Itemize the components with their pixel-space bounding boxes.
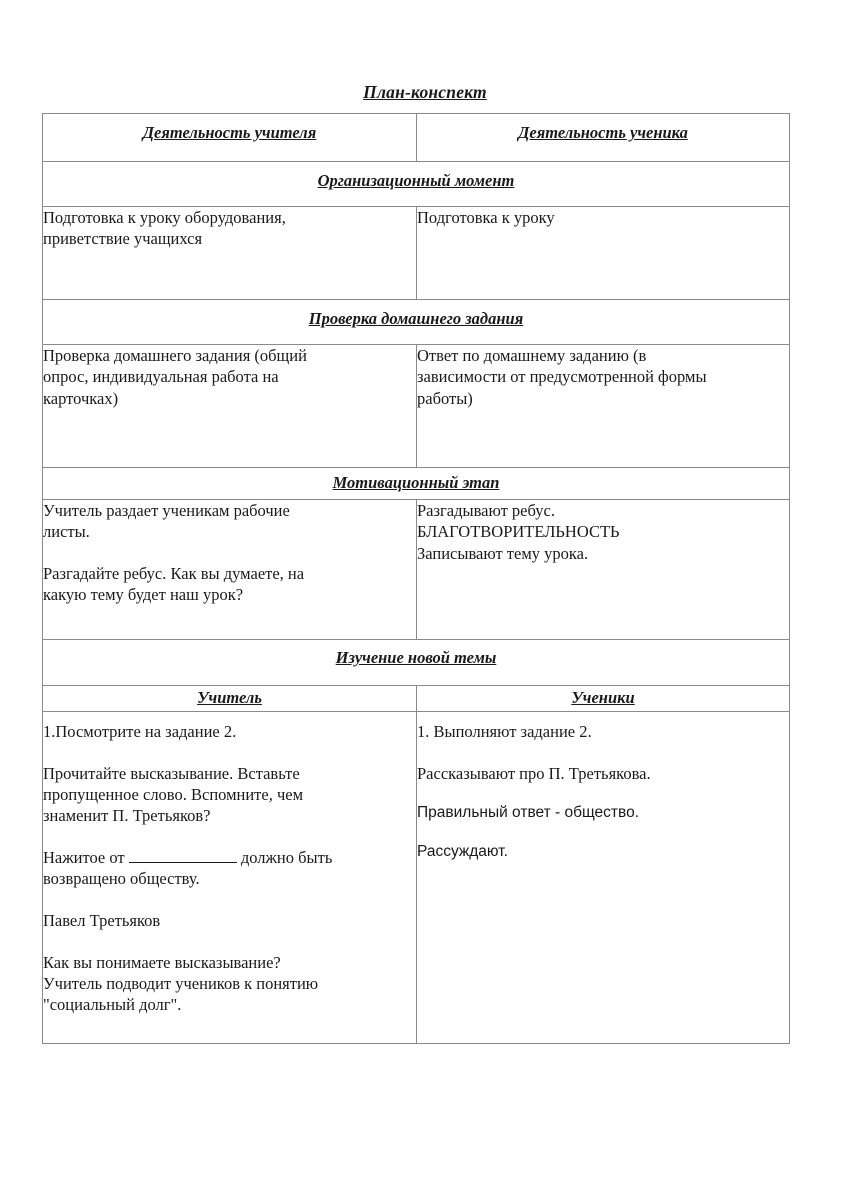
- section-band-organizational-label: Организационный момент: [317, 171, 515, 190]
- text-line: БЛАГОТВОРИТЕЛЬНОСТЬ: [417, 522, 620, 542]
- text-line: Рассуждают.: [417, 842, 508, 860]
- column-header-teacher-activity: [43, 114, 417, 162]
- text-line: Учитель раздает ученикам рабочие: [43, 501, 290, 520]
- lesson-plan-table: [42, 113, 790, 1044]
- text-line: карточках): [43, 388, 119, 408]
- section-band-new-topic-label: Изучение новой темы: [335, 648, 497, 667]
- text-line: опрос, индивидуальная работа на: [43, 367, 279, 387]
- content-row-homework: [43, 345, 790, 468]
- subheader-row: [43, 686, 790, 712]
- text-line: какую тему будет наш урок?: [43, 585, 244, 605]
- column-header-teacher-activity-label: Деятельность учителя: [142, 123, 317, 142]
- text-line: Учитель подводит учеников к понятию: [43, 974, 319, 993]
- text-line: Подготовка к уроку: [417, 208, 555, 227]
- text-line: Проверка домашнего задания (общий: [43, 346, 307, 365]
- text-line: Ответ по домашнему заданию (в: [417, 346, 647, 365]
- subheader-students: [417, 686, 790, 712]
- blank-underline: [129, 862, 237, 863]
- section-band-row-new-topic: [43, 640, 790, 686]
- quote-attribution: Павел Третьяков: [43, 911, 161, 930]
- section-band-motivation-label: Мотивационный этап: [332, 473, 500, 492]
- cell-teacher-new-topic: [43, 712, 417, 1044]
- section-band-organizational: [43, 162, 790, 207]
- cell-student-new-topic: [417, 712, 790, 1044]
- text-line: Разгадывают ребус.: [417, 501, 555, 520]
- text-line: Как вы понимаете высказывание?: [43, 952, 281, 972]
- subheader-teacher: [43, 686, 417, 712]
- text-line: возвращено обществу.: [43, 869, 200, 889]
- text-line: 1.Посмотрите на задание 2.: [43, 722, 237, 741]
- section-band-row-motivation: [43, 468, 790, 500]
- text-line: работы): [417, 388, 473, 408]
- section-band-motivation: [43, 468, 790, 500]
- text-line: Записывают тему урока.: [417, 543, 589, 563]
- section-band-row-organizational: [43, 162, 790, 207]
- text-line: "социальный долг".: [43, 995, 182, 1015]
- text-line: пропущенное слово. Вспомните, чем: [43, 785, 304, 804]
- section-band-row-homework: [43, 300, 790, 345]
- cell-student-homework: [417, 345, 790, 468]
- content-row-new-topic: [43, 712, 790, 1044]
- subheader-teacher-label: Учитель: [197, 688, 262, 707]
- text-line: зависимости от предусмотренной формы: [417, 367, 707, 387]
- text-line: Прочитайте высказывание. Вставьте: [43, 763, 300, 783]
- section-band-new-topic: [43, 640, 790, 686]
- column-header-student-activity-label: Деятельность ученика: [518, 123, 688, 142]
- section-band-homework: [43, 300, 790, 345]
- content-row-motivation: [43, 500, 790, 640]
- content-row-organizational: [43, 207, 790, 300]
- table-header-row: [43, 114, 790, 162]
- text-fragment: Нажитое от: [43, 848, 129, 867]
- cell-teacher-homework: [43, 345, 417, 468]
- column-header-student-activity: [417, 114, 790, 162]
- text-fragment: должно быть: [236, 848, 333, 867]
- fill-in-the-blank-sentence: [43, 847, 416, 868]
- text-line: Подготовка к уроку оборудования,: [43, 208, 286, 227]
- text-line: листы.: [43, 522, 90, 542]
- text-line: Разгадайте ребус. Как вы думаете, на: [43, 564, 305, 583]
- cell-student-organizational: [417, 207, 790, 300]
- page-title: План-конспект: [363, 82, 487, 102]
- text-line: знаменит П. Третьяков?: [43, 806, 211, 826]
- text-line: 1. Выполняют задание 2.: [417, 722, 592, 741]
- subheader-students-label: Ученики: [571, 688, 635, 707]
- text-line: приветствие учащихся: [43, 229, 203, 249]
- section-band-homework-label: Проверка домашнего задания: [308, 309, 524, 328]
- text-line: Правильный ответ - общество.: [417, 803, 640, 821]
- cell-student-motivation: [417, 500, 790, 640]
- cell-teacher-organizational: [43, 207, 417, 300]
- cell-teacher-motivation: [43, 500, 417, 640]
- text-line: Рассказывают про П. Третьякова.: [417, 763, 651, 783]
